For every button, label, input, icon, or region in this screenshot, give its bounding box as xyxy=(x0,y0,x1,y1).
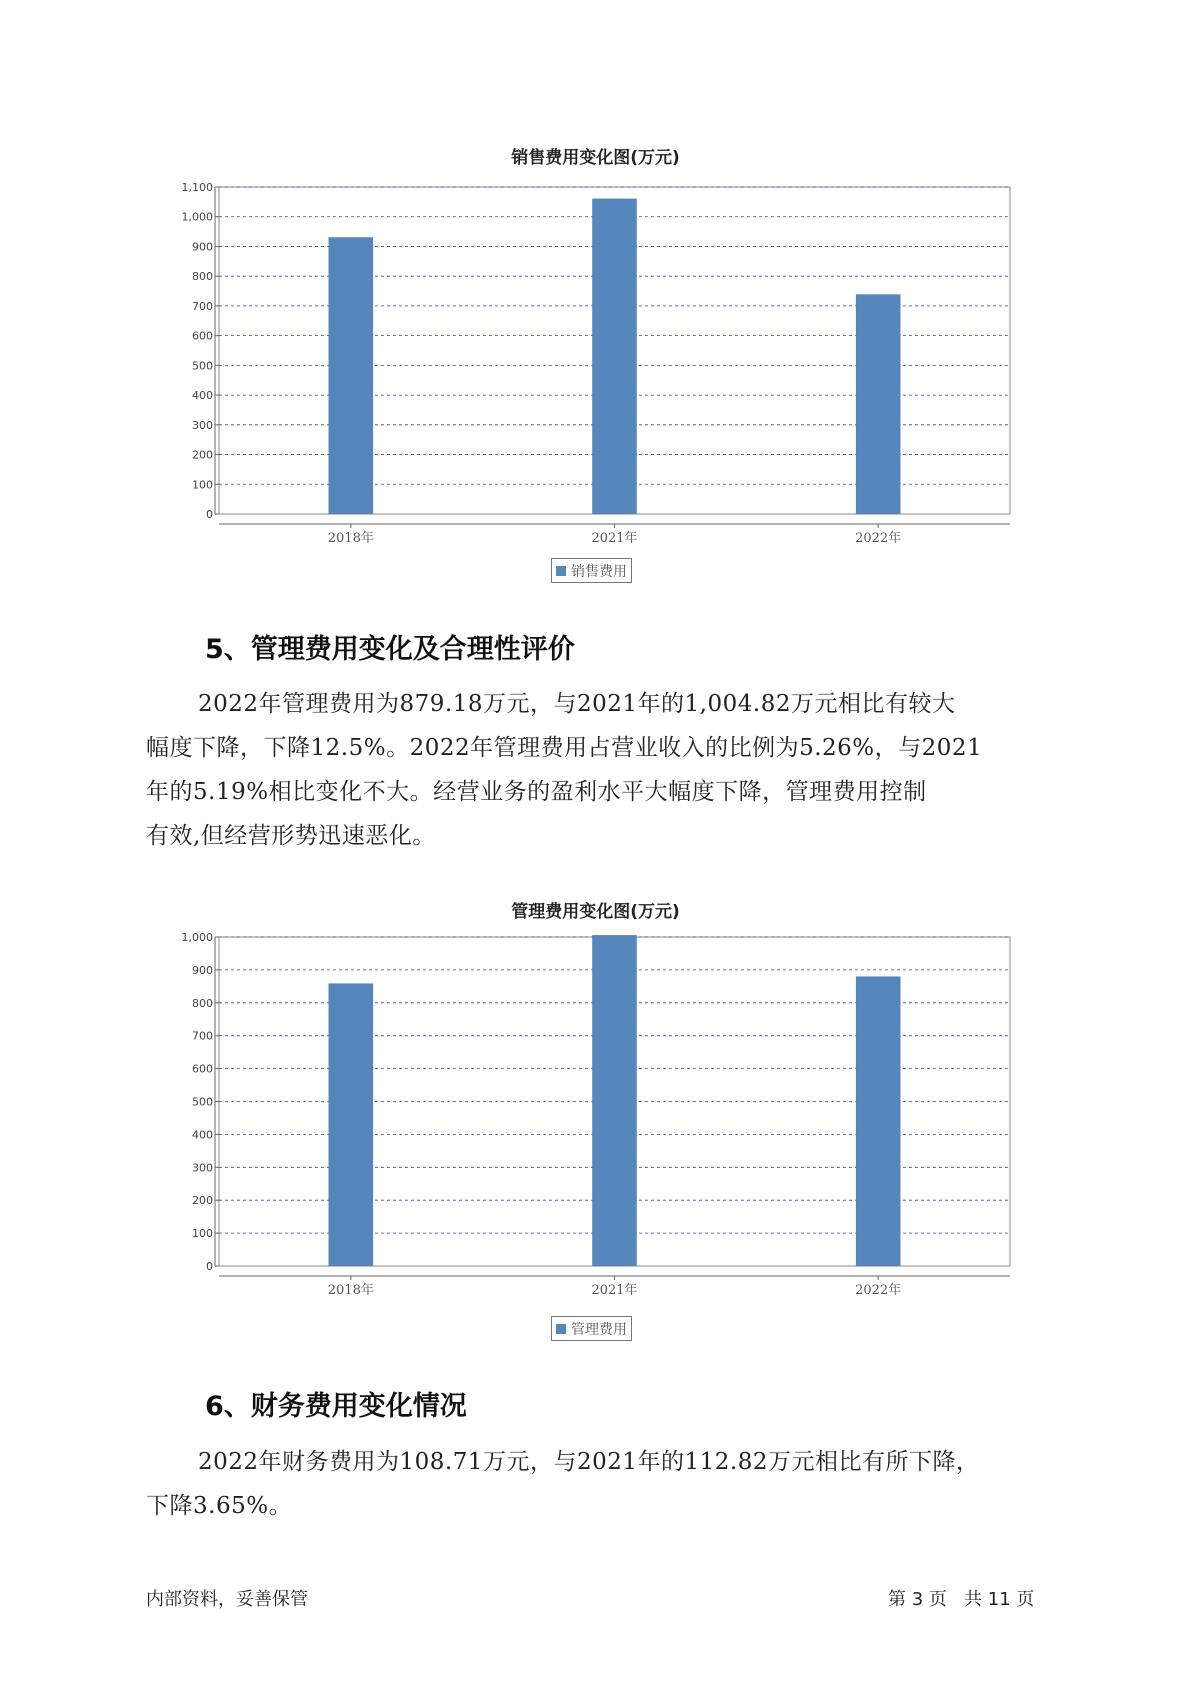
legend-swatch xyxy=(556,1324,566,1334)
y-tick-label: 0 xyxy=(206,508,213,521)
x-tick-label: 2021年 xyxy=(591,1283,638,1298)
chart1-title: 销售费用变化图(万元) xyxy=(511,148,680,168)
y-tick-label: 100 xyxy=(192,1227,213,1241)
y-tick-label: 500 xyxy=(192,359,213,373)
y-tick-label: 400 xyxy=(192,1128,213,1142)
chart2-title: 管理费用变化图(万元) xyxy=(511,902,680,922)
y-tick-label: 200 xyxy=(192,448,213,462)
y-tick-label: 1,000 xyxy=(181,210,213,224)
chart2-legend-label: 管理费用 xyxy=(571,1321,627,1338)
chart1-legend-label: 销售费用 xyxy=(571,563,627,580)
y-tick-label: 900 xyxy=(192,963,213,977)
section6-heading: 6、财务费用变化情况 xyxy=(205,1391,467,1422)
section5-line: 2022年管理费用为879.18万元，与2021年的1,004.82万元相比有较大 xyxy=(198,691,956,717)
x-tick-label: 2022年 xyxy=(855,531,902,546)
bar-2021年 xyxy=(593,935,637,1266)
y-tick-label: 600 xyxy=(192,329,213,343)
section5-heading: 5、管理费用变化及合理性评价 xyxy=(205,634,575,665)
y-tick-label: 200 xyxy=(192,1194,213,1208)
footer-page-number: 第 3 页 共 11 页 xyxy=(888,1589,1035,1610)
bar-2018年 xyxy=(329,984,373,1266)
y-tick-label: 700 xyxy=(192,299,213,313)
y-tick-label: 300 xyxy=(192,418,213,432)
y-tick-label: 500 xyxy=(192,1095,213,1109)
y-tick-label: 600 xyxy=(192,1062,213,1076)
y-tick-label: 1,000 xyxy=(181,931,213,944)
x-tick-label: 2018年 xyxy=(327,1283,374,1298)
x-tick-label: 2021年 xyxy=(591,531,638,546)
y-tick-label: 300 xyxy=(192,1161,213,1175)
y-tick-label: 1,100 xyxy=(181,181,213,194)
y-tick-label: 800 xyxy=(192,996,213,1010)
y-tick-label: 800 xyxy=(192,270,213,284)
bar-2022年 xyxy=(856,977,900,1266)
section5-line: 有效,但经营形势迅速恶化。 xyxy=(146,823,436,849)
y-tick-label: 400 xyxy=(192,389,213,403)
section6-line: 2022年财务费用为108.71万元，与2021年的112.82万元相比有所下降， xyxy=(198,1449,980,1475)
section6-paragraph xyxy=(146,1440,1051,1528)
chart2-legend xyxy=(551,1316,632,1341)
section5-line: 年的5.19%相比变化不大。经营业务的盈利水平大幅度下降，管理费用控制 xyxy=(146,779,927,805)
footer-confidential: 内部资料，妥善保管 xyxy=(146,1589,308,1610)
y-tick-label: 100 xyxy=(192,478,213,492)
y-tick-label: 700 xyxy=(192,1029,213,1043)
y-tick-label: 900 xyxy=(192,240,213,254)
x-tick-label: 2022年 xyxy=(855,1283,902,1298)
section5-line: 幅度下降，下降12.5%。2022年管理费用占营业收入的比例为5.26%，与2021 xyxy=(146,735,983,761)
section6-line: 下降3.65%。 xyxy=(146,1493,293,1519)
y-tick-label: 0 xyxy=(206,1260,213,1273)
x-tick-label: 2018年 xyxy=(327,531,374,546)
